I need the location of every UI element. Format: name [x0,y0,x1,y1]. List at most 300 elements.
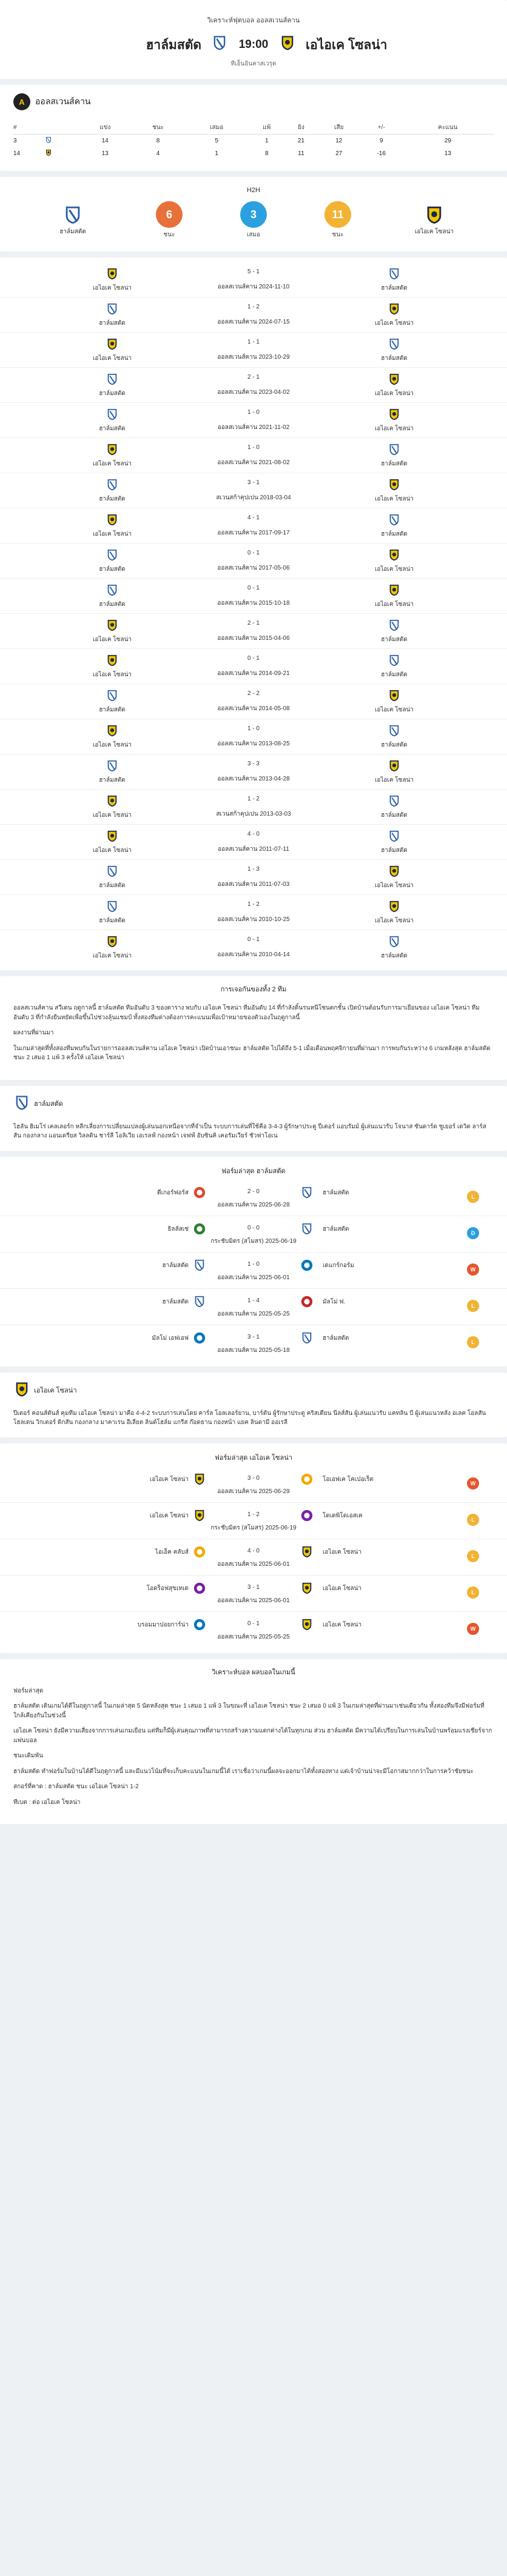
team-crest-icon [58,513,167,528]
form-home-team[interactable]: เอไอเค โซลน่า [149,1512,189,1519]
meeting-away-team[interactable] [340,408,449,433]
h2h-away-wins [320,201,356,239]
meeting-competition-date: ออลสเวนส์คาน 2010-10-25 [217,916,290,923]
team-crest-icon [193,1618,206,1633]
match-header [0,0,507,79]
form-score: 3 - 0 [247,1474,260,1482]
table-cell: 5 [215,138,218,144]
meeting-score: 0 - 1 [247,585,260,591]
analysis-subheading: ชนะเดิมพัน [13,1752,43,1760]
h2h-away-team[interactable] [404,205,465,236]
team-crest-icon [340,408,449,423]
meeting-row[interactable] [0,684,507,719]
table-header: # [13,121,45,135]
meeting-score: 0 - 1 [247,655,260,662]
team-crest-icon [340,794,449,810]
meeting-competition-date: ออลสเวนส์คาน 2015-04-06 [217,635,290,642]
meeting-row[interactable] [0,825,507,860]
team-name: เอไอเค โซลน่า [374,777,414,784]
home-team-name[interactable]: ฮาล์มสตัด [146,38,201,52]
meeting-row[interactable] [0,895,507,930]
home-crest-icon [13,1094,30,1115]
form-row[interactable] [0,1503,507,1539]
meeting-home-team[interactable] [58,759,167,785]
team-name: ฮาล์มสตัด [99,882,126,889]
meeting-score: 1 - 1 [247,339,260,345]
meeting-row[interactable] [0,262,507,298]
result-badge: W [467,1263,479,1276]
team-crest-icon [340,865,449,880]
form-competition-date: ออลสเวนส์คาน 2025-06-01 [217,1274,290,1281]
home-team-heading[interactable]: ฮาล์มสตัด [34,1100,63,1108]
team-crest-icon [193,1582,206,1597]
meeting-score: 1 - 0 [247,725,260,732]
team-crest-icon [340,900,449,915]
team-name: ฮาล์มสตัด [381,355,408,362]
team-crest-icon [58,794,167,810]
team-name: เอไอเค โซลน่า [92,285,132,291]
home-crest-icon [42,205,103,227]
table-header: แข่ง [79,121,131,135]
form-home-team[interactable]: เอไอเค โซลน่า [149,1476,189,1483]
form-away-team[interactable]: เอไอเค โซลน่า [323,1548,362,1556]
meeting-away-team[interactable] [340,619,449,644]
form-home-team[interactable]: ฮาล์มสตัด [162,1262,189,1269]
team-name: เอไอเค โซลน่า [92,847,132,854]
league-table [13,121,494,160]
form-away-team[interactable]: ฮาล์มสตัด [323,1225,349,1233]
table-cell: 21 [297,138,305,144]
form-home-team[interactable]: ฮาล์มสตัด [162,1298,189,1305]
form-home-team[interactable]: ดีเกอร์ฟอร์ส [157,1189,189,1196]
table-row [13,135,494,148]
meeting-home-team[interactable] [58,338,167,363]
meeting-competition-date: ออลสเวนส์คาน 2011-07-11 [218,846,289,853]
home-form-title: ฟอร์มล่าสุด ฮาล์มสตัด [221,1167,286,1175]
form-row[interactable] [0,1180,507,1216]
team-crest-icon [300,1509,314,1524]
form-competition-date: กระชับมิตร (สโมสร) 2025-06-19 [210,1237,297,1245]
table-cell: 12 [335,138,343,144]
meeting-home-team[interactable] [58,548,167,574]
team-name: ฮาล์มสตัด [381,671,408,678]
team-name: ฮาล์มสตัด [381,285,408,291]
form-away-team[interactable]: ฮาล์มสตัด [323,1334,349,1342]
away-team-description: ปีเตอร์ คอนส์ตันส์ คุมทีม เอไอเค โซลน่า มาคือ 4-4-2 ระบบการเล่นโดย คาร์ล โอลเลอร์ยาน, บาร์ตัน ผู้รักษาประตู คริสเตียน นีลส์สัน ผู้เล่นแนวรับ แคทลิน บี ผู้เล่นแนวหลัง อเลค โอลสัน โฮลเดน วิกเตอร์ ดิกสัน กองกลาง มาคาเรน อีเลียต ลินด์โฮล์ม แกรีส ก๊อดธาน กองหน้า แยค ลินดามี ออเรลี [13,1409,486,1426]
form-score: 4 - 0 [247,1547,260,1554]
meeting-score: 1 - 2 [247,796,260,802]
table-cell: 4 [156,150,160,157]
result-badge: L [467,1191,479,1203]
away-wins-bubble: 11 [324,201,351,228]
meeting-score: 5 - 1 [247,268,260,275]
form-away-team[interactable]: เอไอเค โซลน่า [323,1585,362,1592]
table-cell: 14 [13,150,21,157]
meeting-row[interactable] [0,473,507,508]
form-row[interactable] [0,1253,507,1289]
table-cell[interactable] [45,135,79,148]
table-cell: 14 [101,138,109,144]
meeting-competition-date: ออลสเวนส์คาน 2015-10-18 [217,600,290,607]
meeting-score: 0 - 1 [247,550,260,556]
table-cell: 8 [156,138,160,144]
meeting-row[interactable] [0,333,507,368]
meeting-competition-date: ออลสเวนส์คาน 2017-09-17 [217,530,290,536]
team-crest-icon [193,1473,206,1488]
team-crest-icon [58,302,167,318]
away-team-name[interactable]: เอไอเค โซลน่า [306,38,388,52]
team-name: เอไอเค โซลน่า [374,882,414,889]
team-crest-icon [340,513,449,528]
meeting-score: 2 - 1 [247,620,260,627]
meeting-home-team[interactable] [58,794,167,820]
meeting-competition-date: ออลสเวนส์คาน 2010-04-14 [217,951,290,958]
h2h-away-name: เอไอเค โซลน่า [414,228,454,235]
team-name: เอไอเค โซลน่า [374,917,414,924]
away-form-section [0,1443,507,1653]
form-row[interactable] [0,1466,507,1503]
meeting-score: 4 - 0 [247,831,260,837]
meeting-home-team[interactable] [58,654,167,679]
league-name[interactable]: ออลสเวนส์คาน [35,96,91,106]
team-name: ฮาล์มสตัด [381,531,408,537]
table-cell[interactable] [45,147,79,160]
form-row[interactable] [0,1216,507,1253]
form-score: 1 - 2 [247,1511,260,1518]
team-crest-icon [58,724,167,739]
away-team-heading[interactable]: เอไอเค โซลน่า [34,1387,77,1395]
meeting-home-team[interactable] [58,900,167,925]
meeting-away-team[interactable] [340,584,449,609]
meeting-score: 3 - 3 [247,760,260,767]
team-crest-icon [340,759,449,774]
table-cell: 9 [380,138,383,144]
team-crest-icon [193,1259,206,1274]
meeting-away-team[interactable] [340,830,449,855]
away-crest-icon[interactable] [279,35,296,55]
meeting-home-team[interactable] [58,935,167,960]
away-crest-icon [13,1381,30,1402]
meeting-row[interactable] [0,754,507,790]
h2h-summary [0,177,507,251]
form-row[interactable] [0,1539,507,1576]
form-score: 0 - 0 [247,1224,260,1231]
meeting-away-team[interactable] [340,267,449,293]
home-form-section [0,1157,507,1366]
form-competition-date: ออลสเวนส์คาน 2025-05-18 [217,1346,290,1354]
meeting-row[interactable] [0,719,507,754]
meeting-away-team[interactable] [340,443,449,468]
form-away-team[interactable]: มัลโม่ ฟ. [323,1298,346,1305]
meeting-row[interactable] [0,614,507,649]
team-crest-icon [58,900,167,915]
form-row[interactable] [0,1612,507,1648]
home-team-description: ไฮลัน ฮิเมโร่ เคลเลอร์ก หลีกเลี่ยงการเปลี่ยนแปลงผู้เล่นนอกเหนือจากที่จำเป็น ระบบการเล่นที่ใช้คือ 3-4-3 ผู้รักษาประตู ปีเตอร์ แอบรัมม์ ผู้เล่นแนวรับ โจนาส ซันดาร์ด ชูเยอร์ เดวิด ลาร์สสัน กองกลาง แอนเดรียส วิลลดิน ชาร์ลี โอลิเวีย เอเรลฟ์ กองหน้า เจฟฟ์ อับซินคิ เคอรัมเวียร์ ชัวฟาโอเน [13,1123,486,1140]
team-name: ฮาล์มสตัด [99,601,126,608]
analysis-section [0,1659,507,1825]
analysis-subheading: ฟอร์มล่าสุด [13,1687,44,1694]
form-competition-date: กระชับมิตร (สโมสร) 2025-06-19 [210,1524,297,1531]
h2h-home-team[interactable] [42,205,103,236]
form-away-team[interactable]: โดเดพิโดเอสเค [323,1512,363,1519]
meeting-away-team[interactable] [340,794,449,820]
team-crest-icon [193,1222,206,1237]
meeting-row[interactable] [0,860,507,895]
result-badge: L [467,1586,479,1599]
home-crest-icon[interactable] [211,35,228,55]
meeting-away-team[interactable] [340,478,449,504]
form-home-team[interactable]: ไอเอ็ค คลับส์ [155,1548,189,1556]
form-away-team[interactable]: เดแกร์กอร์ม [323,1262,354,1269]
meeting-home-team[interactable] [58,373,167,398]
analysis-title: วิเคราะห์บอล ผลบอลในเกมนี้ [212,1668,295,1676]
meeting-away-team[interactable] [340,338,449,363]
meeting-away-team[interactable] [340,724,449,750]
result-badge: L [467,1514,479,1526]
team-crest-icon [58,267,167,282]
table-cell: 1 [264,138,269,144]
meeting-away-team[interactable] [340,759,449,785]
result-badge: W [467,1477,479,1489]
table-cell: 11 [298,150,304,157]
team-name: เอไอเค โซลน่า [92,636,132,643]
meeting-home-team[interactable] [58,443,167,468]
team-crest-icon [340,830,449,845]
draws-bubble: 3 [240,201,267,228]
team-crest-icon [340,584,449,599]
table-row [13,147,494,160]
team-crest-icon [58,548,167,564]
draws-label: เสมอ [246,231,261,238]
meeting-home-team[interactable] [58,584,167,609]
analysis-paragraph: ฮาล์มสตัด ทำฟอร์มในบ้านได้ดีในฤดูกาลนี้ และมีแนวโน้มที่จะเก็บคะแนนในเกมนี้ได้ เราเชื่อว่าเกมนี้ผลจะออกมาได้ทั้งสองทาง แต่เจ้าบ้านน่าจะมีโอกาสมากกว่าในการคว้าชัยชนะ [13,1768,474,1775]
analysis-paragraph: ฮาล์มสตัด เดินเกมได้ดีในฤดูกาลนี้ ในเกมล่าสุด 5 นัดหลังสุด ชนะ 1 เสมอ 1 แพ้ 3 ในขณะที่ เอไอเค โซลน่า ชนะ 2 เสมอ 0 แพ้ 3 ในเกมล่าสุดที่ผ่านมาเช่นเดียวกัน ทั้งสองทีมจึงมีฟอร์มที่ใกล้เคียงกันในช่วงนี้ [13,1703,485,1719]
team-crest-icon [193,1331,206,1346]
result-badge: L [467,1300,479,1312]
meeting-competition-date: ออลสเวนส์คาน 2011-07-03 [217,881,290,888]
meeting-away-team[interactable] [340,373,449,398]
team-crest-icon [58,654,167,669]
home-team-section [0,1086,507,1151]
team-crest-icon [340,267,449,282]
form-row[interactable] [0,1325,507,1362]
team-crest-icon [300,1582,314,1597]
table-header: เสมอ [185,121,248,135]
team-crest-icon [58,443,167,458]
team-name: เอไอเค โซลน่า [374,425,414,432]
team-crest-icon [193,1295,206,1310]
meeting-away-team[interactable] [340,548,449,574]
team-crest-icon [193,1545,206,1560]
meeting-away-team[interactable] [340,513,449,539]
meeting-row[interactable] [0,649,507,684]
betting-tip: ทีเบต : ต่อ เอไอเค โซลน่า [13,1799,81,1806]
meeting-home-team[interactable] [58,408,167,433]
meeting-home-team[interactable] [58,830,167,855]
h2h-draws [235,201,272,239]
table-header [45,121,79,135]
meeting-competition-date: ออลสเวนส์คาน 2024-07-15 [217,319,290,325]
table-cell: 1 [215,150,218,157]
team-name: เอไอเค โซลน่า [374,390,414,397]
team-name: ฮาล์มสตัด [99,496,126,502]
team-crest-icon [340,724,449,739]
meeting-score: 3 - 1 [247,479,260,486]
preview-section [0,976,507,1080]
meeting-row[interactable] [0,368,507,403]
meeting-competition-date: ออลสเวนส์คาน 2014-05-08 [217,705,290,712]
result-badge: D [467,1227,479,1239]
form-row[interactable] [0,1289,507,1325]
meeting-row[interactable] [0,579,507,614]
team-crest-icon [58,408,167,423]
table-header: คะแนน [402,121,494,135]
team-name: เอไอเค โซลน่า [374,707,414,713]
meeting-away-team[interactable] [340,900,449,925]
meeting-score: 1 - 2 [247,901,260,908]
team-name: เอไอเค โซลน่า [374,320,414,327]
team-crest-icon [58,865,167,880]
team-name: ฮาล์มสตัด [381,636,408,643]
team-crest-icon [340,302,449,318]
league-logo-icon: A [13,93,30,110]
match-time-block [211,35,296,55]
table-header: แพ้ [248,121,285,135]
table-cell: 29 [444,138,451,144]
team-name: เอไอเค โซลน่า [92,742,132,748]
team-name: เอไอเค โซลน่า [92,671,132,678]
home-wins-label: ชนะ [163,231,175,238]
form-away-team[interactable]: โอเอฟเค โคเปอเร็ต [323,1476,374,1483]
meeting-home-team[interactable] [58,724,167,750]
form-home-team[interactable]: บรอมมาปอยการ์น่า [137,1621,189,1628]
form-away-team[interactable]: ฮาล์มสตัด [323,1189,349,1196]
meeting-away-team[interactable] [340,689,449,714]
meeting-home-team[interactable] [58,478,167,504]
h2h-home-name: ฮาล์มสตัด [59,228,86,235]
result-badge: W [467,1623,479,1635]
meeting-row[interactable] [0,438,507,473]
team-crest-icon [58,338,167,353]
meeting-home-team[interactable] [58,302,167,328]
meeting-competition-date: สเวนสก้าคุปเปน 2013-03-03 [216,811,291,817]
meeting-row[interactable] [0,298,507,333]
form-score: 0 - 1 [247,1620,260,1627]
team-name: ฮาล์มสตัด [99,390,126,397]
form-competition-date: ออลสเวนส์คาน 2025-05-25 [217,1310,290,1317]
meeting-score: 1 - 0 [247,409,260,416]
meeting-competition-date: ออลสเวนส์คาน 2023-04-02 [217,389,290,396]
meeting-away-team[interactable] [340,865,449,890]
team-name: ฮาล์มสตัด [381,461,408,467]
home-wins-bubble: 6 [156,201,183,228]
meeting-away-team[interactable] [340,935,449,960]
team-name: ฮาล์มสตัด [99,917,126,924]
form-row[interactable] [0,1576,507,1612]
team-crest-icon [300,1259,314,1274]
team-crest-icon [340,654,449,669]
table-cell: 13 [444,150,451,157]
meeting-competition-date: ออลสเวนส์คาน 2021-08-02 [217,459,290,466]
meeting-competition-date: ออลสเวนส์คาน 2024-11-10 [217,284,290,290]
meeting-score: 1 - 3 [247,866,260,873]
meeting-home-team[interactable] [58,619,167,644]
team-crest-icon [58,584,167,599]
form-score: 3 - 1 [247,1333,260,1340]
team-name: ฮาล์มสตัด [381,812,408,819]
team-name: ฮาล์มสตัด [99,425,126,432]
meeting-home-team[interactable] [58,689,167,714]
meeting-home-team[interactable] [58,267,167,293]
form-home-team[interactable]: มัลโม่ เอฟเอฟ [152,1334,189,1342]
league-table-card [0,85,507,171]
away-crest-icon [404,205,465,227]
form-competition-date: ออลสเวนส์คาน 2025-05-25 [217,1633,290,1640]
form-home-team[interactable]: ธิลลัสเซ่ [167,1225,189,1233]
form-home-team[interactable]: โอดร็อฟสุขเทเด [146,1585,189,1592]
team-name: เอไอเค โซลน่า [374,566,414,573]
meeting-competition-date: สเวนสก้าคุปเปน 2018-03-04 [216,494,291,501]
form-away-team[interactable]: เอไอเค โซลน่า [323,1621,362,1628]
meeting-score: 0 - 1 [247,936,260,943]
meeting-score: 2 - 1 [247,374,260,381]
meeting-row[interactable] [0,508,507,544]
meeting-home-team[interactable] [58,865,167,890]
table-cell: 13 [101,150,109,157]
meeting-competition-date: ออลสเวนส์คาน 2023-10-29 [217,354,290,361]
team-name: ฮาล์มสตัด [99,707,126,713]
meeting-score: 1 - 2 [247,304,260,310]
team-crest-icon [58,478,167,493]
meeting-score: 4 - 1 [247,514,260,521]
meeting-row[interactable] [0,403,507,438]
team-crest-icon [300,1222,314,1237]
team-crest-icon [340,338,449,353]
preview-title: การเจอกันของทั้ง 2 ทีม [220,986,287,993]
team-crest-icon [300,1295,314,1310]
form-competition-date: ออลสเวนส์คาน 2025-06-29 [217,1488,290,1495]
table-header: +/- [361,121,402,135]
meeting-home-team[interactable] [58,513,167,539]
kickoff-time: 19:00 [238,38,269,51]
team-crest-icon [300,1618,314,1633]
h2h-home-wins [151,201,187,239]
table-header: เสีย [317,121,361,135]
team-name: ฮาล์มสตัด [99,320,126,327]
result-badge: L [467,1550,479,1562]
form-competition-date: ออลสเวนส์คาน 2025-06-28 [217,1201,290,1208]
preview-subheading: ผลงานที่ผ่านมา [13,1030,54,1037]
meeting-competition-date: ออลสเวนส์คาน 2013-08-25 [217,741,290,747]
team-crest-icon [300,1473,314,1488]
meeting-row[interactable] [0,930,507,965]
team-crest-icon [340,619,449,634]
meeting-away-team[interactable] [340,654,449,679]
meeting-row[interactable] [0,544,507,579]
team-name: เอไอเค โซลน่า [92,812,132,819]
table-header: ยิง [285,121,317,135]
team-name: ฮาล์มสตัด [99,566,126,573]
team-crest-icon [58,373,167,388]
team-crest-icon [58,689,167,704]
meeting-row[interactable] [0,790,507,825]
table-cell: 27 [335,150,343,157]
team-crest-icon [58,619,167,634]
meeting-away-team[interactable] [340,302,449,328]
team-name: เอไอเค โซลน่า [374,601,414,608]
meeting-competition-date: ออลสเวนส์คาน 2017-05-06 [217,565,290,571]
team-crest-icon [340,443,449,458]
